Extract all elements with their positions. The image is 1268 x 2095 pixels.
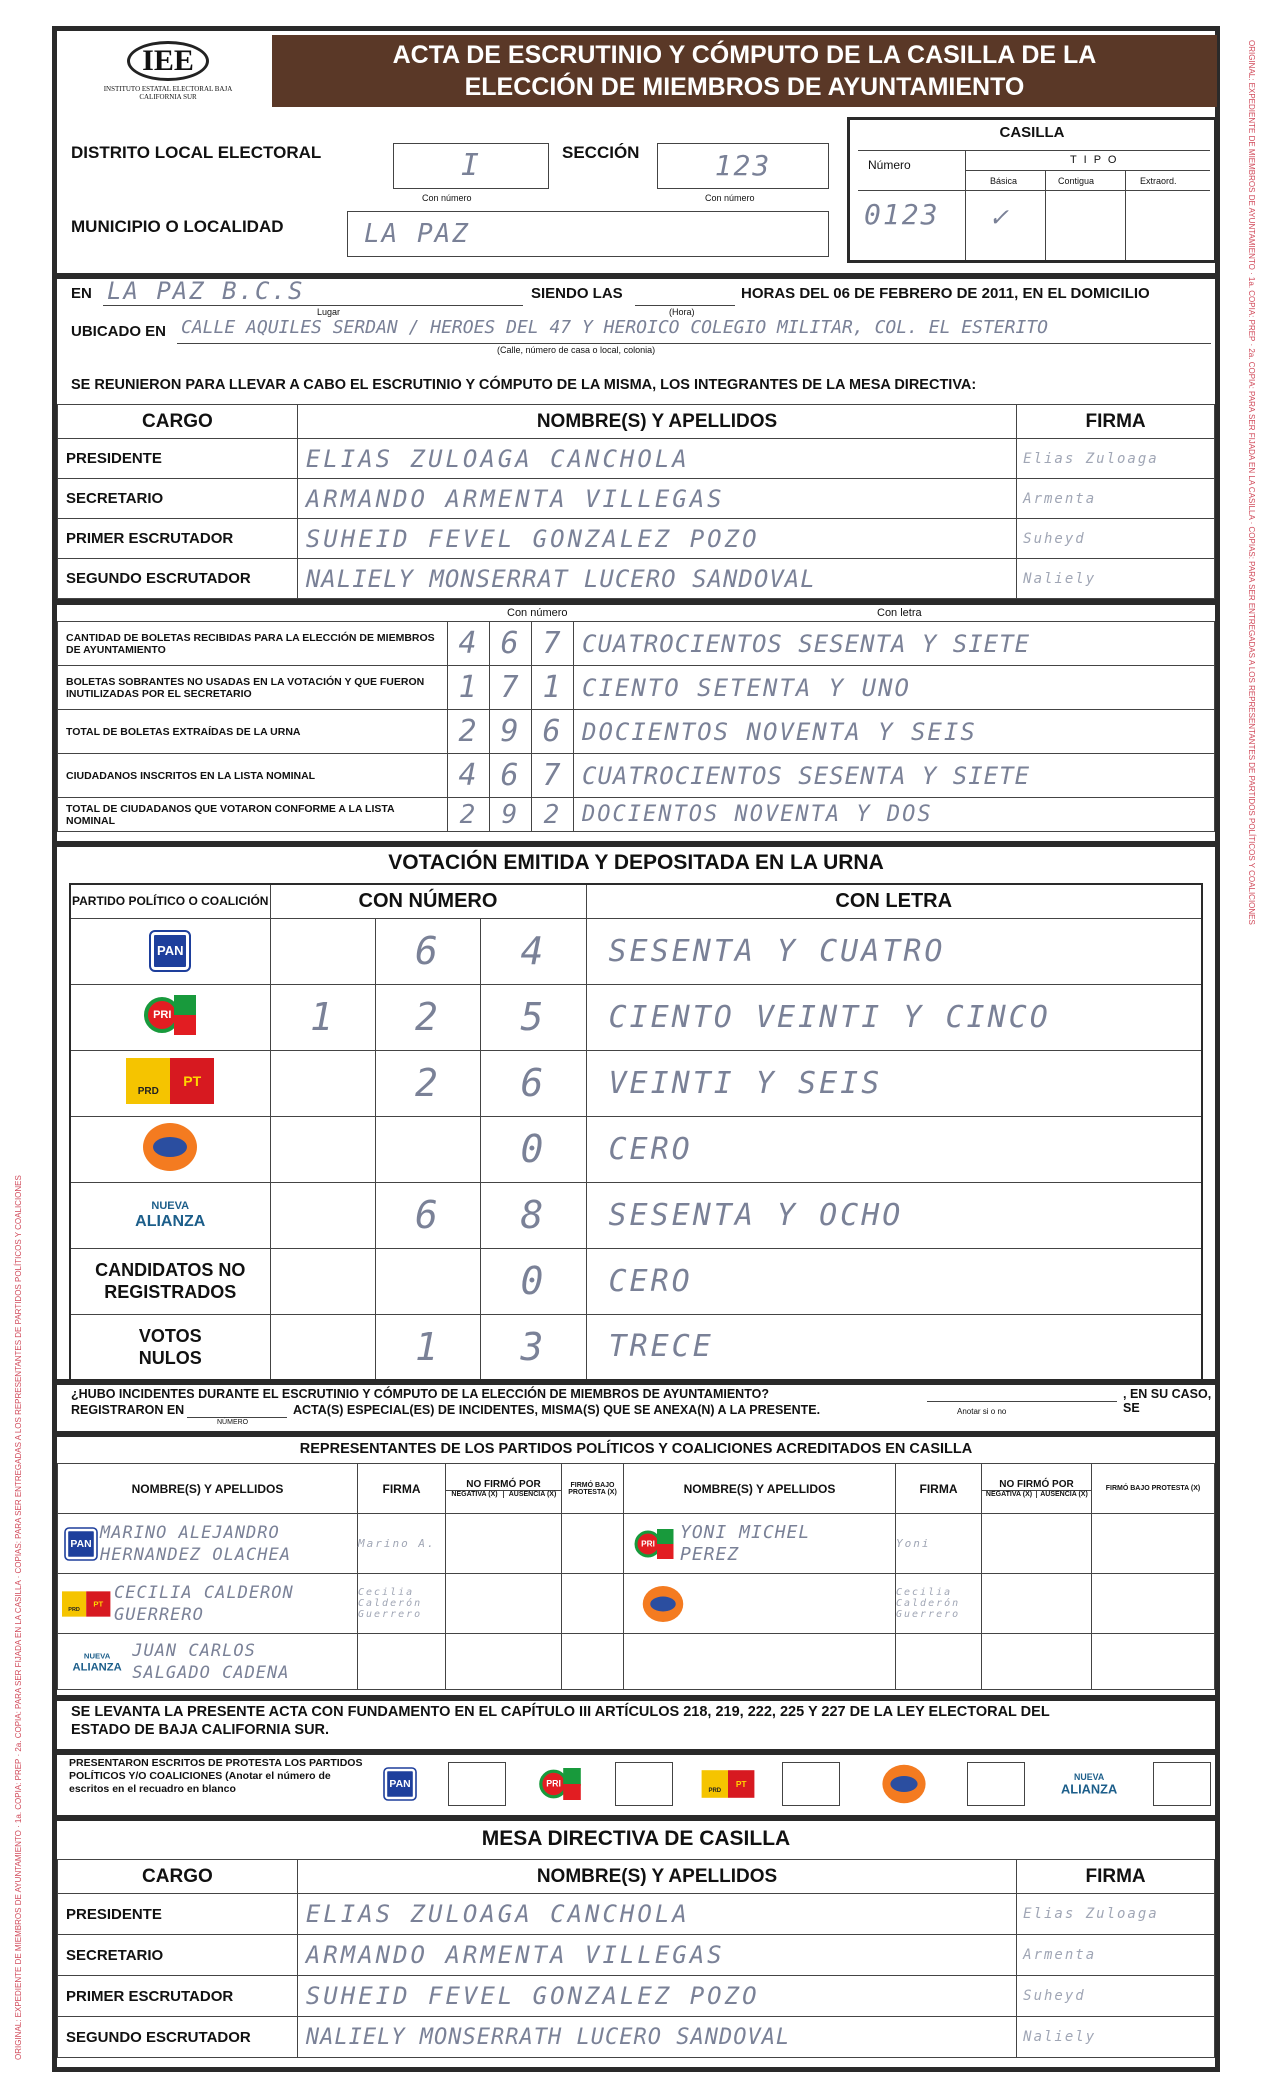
pan-logo-icon: PAN (151, 932, 189, 970)
rep-no-firmo-header-2: NO FIRMÓ POR NEGATIVA (X) AUSENCIA (X) (982, 1464, 1092, 1514)
firma-cell[interactable]: Armenta (1017, 1935, 1215, 1976)
digit-cell[interactable]: 6 (375, 1182, 480, 1248)
table-row (70, 984, 1202, 1050)
protesta-pri-box[interactable] (615, 1762, 673, 1806)
rep-protesta-cell[interactable] (1092, 1634, 1215, 1690)
cargo-cell: SEGUNDO ESCRUTADOR (58, 559, 298, 599)
domicilio-caption: (Calle, número de casa o local, colonia) (497, 345, 656, 355)
mesa2-title: MESA DIRECTIVA DE CASILLA (481, 1827, 791, 1850)
firma-cell[interactable]: Elias Zuloaga (1017, 439, 1215, 479)
nueva-alianza-logo-icon: NUEVA ALIANZA (72, 1651, 122, 1673)
table-row (70, 1248, 1202, 1314)
distrito-field[interactable] (393, 143, 549, 189)
letra-header: CON LETRA (586, 884, 1202, 918)
letra-cell[interactable]: SESENTA Y OCHO (586, 1182, 1202, 1248)
prd-pt-logo-icon: PRD PT (62, 1591, 110, 1616)
nombre-cell[interactable]: ELIAS ZULOAGA CANCHOLA (297, 439, 1016, 479)
lugar-value: LA PAZ B.C.S (107, 277, 305, 305)
domicilio-value: CALLE AQUILES SERDAN / HEROES DEL 47 Y HEROICO COLEGIO MILITAR, COL. EL ESTERITO (181, 317, 1048, 338)
nombre-cell[interactable]: SUHEID FEVEL GONZALEZ POZO (297, 519, 1016, 559)
digit-cell[interactable] (270, 1248, 375, 1314)
nombre-cell[interactable]: ELIAS ZULOAGA CANCHOLA (297, 1894, 1016, 1935)
table-row (58, 1634, 1215, 1690)
nombre-header: NOMBRE(S) Y APELLIDOS (297, 1860, 1016, 1894)
boletas-label: CANTIDAD DE BOLETAS RECIBIDAS PARA LA ELECCIÓN DE MIEMBROS DE AYUNTAMIENTO (58, 622, 448, 666)
digit-cell[interactable]: 3 (480, 1314, 586, 1380)
protesta-boxes (381, 1759, 1211, 1809)
acta-sheet (52, 26, 1220, 2072)
pan-logo-icon: PAN (66, 1528, 96, 1558)
digit-cell[interactable]: 1 (375, 1314, 480, 1380)
digit-cell[interactable]: 2 (448, 710, 490, 754)
table-row (70, 1182, 1202, 1248)
protesta-text: PRESENTARON ESCRITOS DE PROTESTA LOS PARTIDOS POLÍTICOS Y/O COALICIONES (Anotar el número de escritos en el recuadro en blanco (69, 1757, 363, 1795)
seccion-value: 123 (714, 149, 772, 182)
rep-protesta-cell[interactable] (562, 1634, 624, 1690)
rep-no-firmo-cell[interactable] (446, 1634, 562, 1690)
digit-cell[interactable]: 7 (532, 754, 574, 798)
table-row (58, 1574, 1215, 1634)
firma-cell[interactable]: Armenta (1017, 479, 1215, 519)
firma-header: FIRMA (1017, 1860, 1215, 1894)
party-cell (70, 1182, 270, 1248)
letra-cell[interactable]: CERO (586, 1248, 1202, 1314)
letra-cell[interactable]: CIENTO VEINTI Y CINCO (586, 984, 1202, 1050)
rep-protesta-cell[interactable] (562, 1514, 624, 1574)
prd-pt-logo-icon: PRD PT (701, 1770, 754, 1798)
rep-nombre-value: YONI MICHEL PEREZ (680, 1521, 811, 1565)
tipo-label: T I P O (1070, 154, 1119, 166)
digit-cell[interactable] (270, 1050, 375, 1116)
digit-cell[interactable]: 5 (480, 984, 586, 1050)
table-row (70, 1116, 1202, 1182)
nombre-header: NOMBRE(S) Y APELLIDOS (297, 405, 1016, 439)
nueva-alianza-logo-icon: NUEVA ALIANZA (135, 1200, 206, 1230)
table-row (58, 2017, 1215, 2058)
letra-cell[interactable]: VEINTI Y SEIS (586, 1050, 1202, 1116)
firma-cell[interactable]: Elias Zuloaga (1017, 1894, 1215, 1935)
rep-firma-cell[interactable] (896, 1634, 982, 1690)
letra-cell[interactable]: DOCIENTOS NOVENTA Y SEIS (574, 710, 1215, 754)
table-row (58, 439, 1215, 479)
mesa-directiva-table-2 (57, 1859, 1215, 2058)
rep-firma-cell[interactable]: Marino A. (358, 1514, 446, 1574)
digit-cell[interactable]: 9 (490, 798, 532, 832)
contigua-label: Contigua (1058, 176, 1095, 186)
party-cell (70, 984, 270, 1050)
digit-cell[interactable] (270, 1314, 375, 1380)
digit-cell[interactable]: 4 (448, 754, 490, 798)
rep-nombre-cell[interactable] (624, 1574, 896, 1634)
seccion-label: SECCIÓN (562, 143, 640, 162)
cargo-cell: PRESIDENTE (58, 1894, 298, 1935)
digit-cell[interactable]: 7 (490, 666, 532, 710)
digit-cell[interactable] (270, 918, 375, 984)
rep-firma-cell[interactable]: Cecilia Calderón Guerrero (358, 1574, 446, 1634)
digit-cell[interactable] (270, 1182, 375, 1248)
representantes-table (57, 1463, 1215, 1690)
horas-caption: (Hora) (669, 307, 695, 317)
numero-caption: NÚMERO (217, 1419, 249, 1426)
digit-cell[interactable] (375, 1116, 480, 1182)
pri-logo-icon: PRI (635, 1529, 674, 1559)
cargo-cell: SEGUNDO ESCRUTADOR (58, 2017, 298, 2058)
boletas-label: TOTAL DE BOLETAS EXTRAÍDAS DE LA URNA (58, 710, 448, 754)
digit-cell[interactable]: 4 (448, 622, 490, 666)
rep-nombre-header-2: NOMBRE(S) Y APELLIDOS (624, 1464, 896, 1514)
digit-cell[interactable]: 2 (448, 798, 490, 832)
mesa-directiva-table-1 (57, 404, 1215, 599)
digit-cell[interactable]: 9 (490, 710, 532, 754)
digit-cell[interactable]: 2 (532, 798, 574, 832)
basica-mark: ✓ (990, 200, 1009, 233)
rep-firma-header: FIRMA (358, 1464, 446, 1514)
nombre-cell[interactable]: NALIELY MONSERRAT LUCERO SANDOVAL (297, 559, 1016, 599)
table-row (58, 1976, 1215, 2017)
boletas-label: TOTAL DE CIUDADANOS QUE VOTARON CONFORME A LA LISTA NOMINAL (58, 798, 448, 832)
votacion-table (69, 883, 1203, 1381)
cargo-cell: PRIMER ESCRUTADOR (58, 519, 298, 559)
protesta-prdpt-box[interactable] (782, 1762, 840, 1806)
rep-firma-cell[interactable] (358, 1634, 446, 1690)
digit-cell[interactable]: 7 (532, 622, 574, 666)
table-row (58, 1935, 1215, 1976)
fundamento-line2: ESTADO DE BAJA CALIFORNIA SUR. (71, 1722, 330, 1738)
letra-cell[interactable]: CERO (586, 1116, 1202, 1182)
table-row (58, 622, 1215, 666)
table-row (70, 918, 1202, 984)
basica-label: Básica (990, 176, 1018, 186)
rep-no-firmo-cell[interactable] (982, 1634, 1092, 1690)
convergencia-logo-icon (135, 1123, 205, 1171)
numero-header: CON NÚMERO (270, 884, 586, 918)
extraord-label: Extraord. (1140, 176, 1177, 186)
boletas-label: CIUDADANOS INSCRITOS EN LA LISTA NOMINAL (58, 754, 448, 798)
casilla-box (847, 117, 1217, 263)
incidentes-line2b: ACTA(S) ESPECIAL(ES) DE INCIDENTES, MISMA(S) QUE SE ANEXA(N) A LA PRESENTE. (293, 1403, 821, 1417)
nombre-cell[interactable]: SUHEID FEVEL GONZALEZ POZO (297, 1976, 1016, 2017)
rep-nombre-value: JUAN CARLOS SALGADO CADENA (132, 1640, 290, 1683)
digit-cell[interactable]: 0 (480, 1248, 586, 1314)
incidentes-line2a: REGISTRARON EN (71, 1403, 185, 1417)
digit-cell[interactable]: 6 (490, 754, 532, 798)
nueva-alianza-logo-icon: NUEVA ALIANZA (1061, 1772, 1118, 1797)
rep-nombre-cell[interactable] (58, 1634, 358, 1690)
nombre-cell[interactable]: NALIELY MONSERRATH LUCERO SANDOVAL (297, 2017, 1016, 2058)
letra-cell[interactable]: DOCIENTOS NOVENTA Y DOS (574, 798, 1215, 832)
digit-cell[interactable]: 2 (375, 1050, 480, 1116)
horas-text: HORAS DEL 06 DE FEBRERO DE 2011, EN EL DOMICILIO (741, 285, 1150, 302)
distrito-caption: Con número (422, 193, 472, 203)
representantes-title: REPRESENTANTES DE LOS PARTIDOS POLÍTICOS Y COALICIONES ACREDITADOS EN CASILLA (299, 1441, 973, 1457)
cargo-cell: SECRETARIO (58, 1935, 298, 1976)
rep-nombre-cell[interactable] (624, 1514, 896, 1574)
distrito-label: DISTRITO LOCAL ELECTORAL (71, 143, 322, 162)
table-row (58, 559, 1215, 599)
digit-cell[interactable]: 1 (270, 984, 375, 1050)
table-row (58, 710, 1215, 754)
digit-cell[interactable]: 6 (480, 1050, 586, 1116)
letra-cell[interactable]: SESENTA Y CUATRO (586, 918, 1202, 984)
rep-nombre-cell[interactable] (58, 1514, 358, 1574)
cargo-cell: PRIMER ESCRUTADOR (58, 1976, 298, 2017)
fundamento-line1: SE LEVANTA LA PRESENTE ACTA CON FUNDAMENTO EN EL CAPÍTULO III ARTÍCULOS 218, 219, 222, 225 Y 227 DE LA LEY ELECTORAL DEL (71, 1704, 1050, 1720)
nombre-cell[interactable]: ARMANDO ARMENTA VILLEGAS (297, 479, 1016, 519)
rep-firma-cell[interactable]: Cecilia Calderón Guerrero (896, 1574, 982, 1634)
municipio-field[interactable] (347, 211, 829, 257)
en-label: EN (71, 285, 92, 302)
lugar-caption: Lugar (317, 307, 341, 317)
convergencia-logo-icon (876, 1765, 932, 1803)
rep-firma-cell[interactable]: Yoni (896, 1514, 982, 1574)
party-cell (70, 918, 270, 984)
seccion-field[interactable] (657, 143, 829, 189)
boletas-label: BOLETAS SOBRANTES NO USADAS EN LA VOTACIÓN Y QUE FUERON INUTILIZADAS POR EL SECRETARIO (58, 666, 448, 710)
title-line2: ELECCIÓN DE MIEMBROS DE AYUNTAMIENTO (464, 73, 1025, 101)
rep-no-firmo-cell[interactable] (982, 1514, 1092, 1574)
partido-header: PARTIDO POLÍTICO O COALICIÓN (70, 884, 270, 918)
title-line1: ACTA DE ESCRUTINIO Y CÓMPUTO DE LA CASILLA DE LA (392, 41, 1097, 69)
rep-firma-header-2: FIRMA (896, 1464, 982, 1514)
letra-cell[interactable]: CIENTO SETENTA Y UNO (574, 666, 1215, 710)
numero-label: Número (868, 158, 911, 172)
title-banner (272, 35, 1217, 107)
rep-no-firmo-cell[interactable] (446, 1574, 562, 1634)
logo-text: IEE (127, 41, 209, 81)
rep-nombre-header: NOMBRE(S) Y APELLIDOS (58, 1464, 358, 1514)
rep-bajo-protesta-header-2: FIRMÓ BAJO PROTESTA (X) (1092, 1464, 1215, 1514)
protesta-pan-box[interactable] (448, 1762, 506, 1806)
rep-no-firmo-cell[interactable] (446, 1514, 562, 1574)
party-label: CANDIDATOS NO REGISTRADOS (70, 1248, 270, 1314)
municipio-label: MUNICIPIO O LOCALIDAD (71, 217, 284, 236)
incidentes-line1-end: , EN SU CASO, SE (1123, 1387, 1212, 1415)
anotar-caption: Anotar si o no (957, 1407, 1007, 1416)
rep-protesta-cell[interactable] (1092, 1574, 1215, 1634)
table-row (58, 479, 1215, 519)
pan-logo-icon: PAN (385, 1769, 415, 1799)
votacion-title: VOTACIÓN EMITIDA Y DEPOSITADA EN LA URNA (388, 851, 884, 874)
digit-cell[interactable]: 1 (448, 666, 490, 710)
pri-logo-icon: PRI (144, 995, 196, 1035)
rep-protesta-cell[interactable] (562, 1574, 624, 1634)
firma-cell[interactable]: Suheyd (1017, 519, 1215, 559)
pri-logo-icon: PRI (539, 1768, 581, 1800)
margin-text-right: ORIGINAL: EXPEDIENTE DE MIEMBROS DE AYUNTAMIENTO · 1a. COPIA: PREP · 2a. COPIA: PARA SER FIJADA EN LA CASILLA · COPIAS: PARA SER ENTREGADAS A LOS REPRESENTANTES DE PARTIDOS POLÍTICOS Y COALICIONES (1247, 40, 1256, 925)
digit-cell[interactable]: 6 (532, 710, 574, 754)
logo-caption: INSTITUTO ESTATAL ELECTORAL BAJA CALIFORNIA SUR (103, 85, 233, 101)
seccion-caption: Con número (705, 193, 755, 203)
letra-cell[interactable]: CUATROCIENTOS SESENTA Y SIETE (574, 754, 1215, 798)
convergencia-logo-icon (637, 1586, 690, 1622)
letra-cell[interactable]: CUATROCIENTOS SESENTA Y SIETE (574, 622, 1215, 666)
digit-cell[interactable]: 8 (480, 1182, 586, 1248)
digit-cell[interactable]: 4 (480, 918, 586, 984)
con-numero-header: Con número (507, 607, 568, 619)
table-row (58, 519, 1215, 559)
siendo-label: SIENDO LAS (531, 285, 623, 302)
distrito-value: I (460, 148, 482, 183)
cargo-cell: SECRETARIO (58, 479, 298, 519)
iee-logo (93, 41, 243, 111)
cargo-header: CARGO (58, 1860, 298, 1894)
digit-cell[interactable] (270, 1116, 375, 1182)
table-row (58, 666, 1215, 710)
table-row (58, 1514, 1215, 1574)
boletas-table (57, 621, 1215, 832)
digit-cell[interactable] (375, 1248, 480, 1314)
rep-no-firmo-cell[interactable] (982, 1574, 1092, 1634)
party-cell (70, 1116, 270, 1182)
firma-header: FIRMA (1017, 405, 1215, 439)
incidentes-line1: ¿HUBO INCIDENTES DURANTE EL ESCRUTINIO Y CÓMPUTO DE LA ELECCIÓN DE MIEMBROS DE AYUNTAMIENTO? (71, 1387, 769, 1401)
party-cell (70, 1050, 270, 1116)
table-row (58, 754, 1215, 798)
digit-cell[interactable]: 6 (490, 622, 532, 666)
firma-cell[interactable]: Naliely (1017, 2017, 1215, 2058)
rep-nombre-cell[interactable] (624, 1634, 896, 1690)
digit-cell[interactable]: 2 (375, 984, 480, 1050)
rep-bajo-protesta-header: FIRMÓ BAJO PROTESTA (X) (562, 1464, 624, 1514)
casilla-numero: 0123 (864, 198, 940, 231)
reunieron-text: SE REUNIERON PARA LLEVAR A CABO EL ESCRUTINIO Y CÓMPUTO DE LA MISMA, LOS INTEGRANTES DE LA MESA DIRECTIVA: (71, 377, 977, 393)
digit-cell[interactable]: 1 (532, 666, 574, 710)
firma-cell[interactable]: Naliely (1017, 559, 1215, 599)
ubicado-label: UBICADO EN (71, 323, 167, 340)
rep-nombre-value: CECILIA CALDERON GUERRERO (114, 1582, 294, 1625)
rep-no-firmo-header: NO FIRMÓ POR NEGATIVA (X) AUSENCIA (X) (446, 1464, 562, 1514)
casilla-label: CASILLA (999, 124, 1065, 141)
firma-cell[interactable]: Suheyd (1017, 1976, 1215, 2017)
table-row (58, 1894, 1215, 1935)
fundamento-text (71, 1703, 1050, 1739)
margin-text-left: ORIGINAL: EXPEDIENTE DE MIEMBROS DE AYUNTAMIENTO · 1a. COPIA: PREP · 2a. COPIA: PARA SER FIJADA EN LA CASILLA · COPIAS: PARA SER ENTREGADAS A LOS REPRESENTANTES DE PARTIDOS POLÍTICOS Y COALICIONES (14, 1175, 23, 2060)
table-row (70, 1314, 1202, 1380)
party-label: VOTOS NULOS (70, 1314, 270, 1380)
nombre-cell[interactable]: ARMANDO ARMENTA VILLEGAS (297, 1935, 1016, 1976)
con-letra-header: Con letra (877, 607, 922, 619)
cargo-header: CARGO (58, 405, 298, 439)
cargo-cell: PRESIDENTE (58, 439, 298, 479)
letra-cell[interactable]: TRECE (586, 1314, 1202, 1380)
municipio-value: LA PAZ (364, 219, 470, 249)
prd-pt-logo-icon: PRD PT (126, 1058, 214, 1104)
protesta-convergencia-box[interactable] (967, 1762, 1025, 1806)
digit-cell[interactable]: 6 (375, 918, 480, 984)
digit-cell[interactable]: 0 (480, 1116, 586, 1182)
rep-nombre-cell[interactable] (58, 1574, 358, 1634)
table-row (70, 1050, 1202, 1116)
rep-nombre-value: MARINO ALEJANDRO HERNANDEZ OLACHEA (100, 1522, 291, 1565)
protesta-nueva-alianza-box[interactable] (1153, 1762, 1211, 1806)
table-row (58, 798, 1215, 832)
rep-protesta-cell[interactable] (1092, 1514, 1215, 1574)
